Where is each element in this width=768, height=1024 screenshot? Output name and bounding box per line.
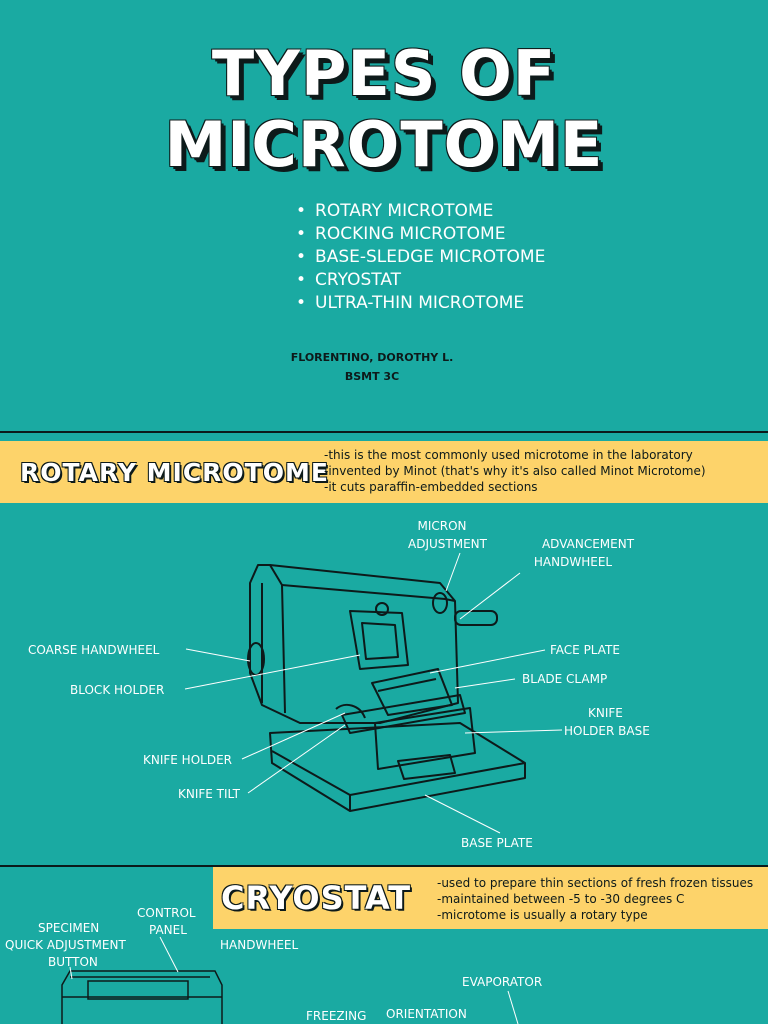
- list-item: • BASE-SLEDGE MICROTOME: [296, 246, 545, 269]
- label-knife-holder-base: HOLDER BASE: [564, 724, 650, 738]
- title-line-1: TYPES OF: [211, 37, 557, 110]
- label-panel: PANEL: [149, 923, 187, 937]
- types-list: [296, 200, 545, 315]
- label-orientation: ORIENTATION: [386, 1007, 467, 1021]
- title-section: [0, 0, 768, 433]
- label-knife: KNIFE: [588, 706, 623, 720]
- label-control: CONTROL: [137, 906, 196, 920]
- cryostat-section: [0, 867, 768, 1024]
- label-knife-tilt: KNIFE TILT: [178, 787, 240, 801]
- label-advancement: ADVANCEMENT: [541, 537, 635, 551]
- title-line-2: MICROTOME: [164, 108, 604, 181]
- note-item: -this is the most commonly used microtome in the laboratory: [324, 448, 693, 462]
- rotary-section: [0, 433, 768, 867]
- note-item: -maintained between -5 to -30 degrees C: [437, 892, 685, 906]
- label-coarse-handwheel: COARSE HANDWHEEL: [28, 643, 160, 657]
- label-blade-clamp: BLADE CLAMP: [522, 672, 608, 686]
- list-item: • ROTARY MICROTOME: [296, 200, 545, 223]
- label-advancement-2: HANDWHEEL: [533, 555, 613, 569]
- label-micron-2: ADJUSTMENT: [408, 537, 487, 551]
- note-item: -invented by Minot (that's why it's also called Minot Microtome): [324, 464, 706, 478]
- list-item: • CRYOSTAT: [296, 269, 545, 292]
- label-face-plate: FACE PLATE: [550, 643, 620, 657]
- note-item: -used to prepare thin sections of fresh frozen tissues: [437, 876, 754, 890]
- label-micron: MICRON: [417, 519, 467, 533]
- rotary-heading: ROTARY MICROTOME: [20, 458, 329, 487]
- label-specimen: SPECIMEN: [38, 921, 100, 935]
- label-freezing: FREEZING: [306, 1009, 367, 1023]
- note-item: -it cuts paraffin-embedded sections: [324, 480, 538, 494]
- label-button: BUTTON: [48, 955, 98, 969]
- cryostat-heading: CRYOSTAT: [221, 879, 412, 917]
- label-handwheel: HANDWHEEL: [220, 938, 299, 952]
- label-block-holder: BLOCK HOLDER: [70, 683, 165, 697]
- list-item: • ULTRA-THIN MICROTOME: [296, 292, 545, 315]
- author-class: BSMT 3C: [344, 370, 400, 383]
- author-name: FLORENTINO, DOROTHY L.: [290, 351, 454, 364]
- label-knife-holder: KNIFE HOLDER: [143, 753, 232, 767]
- note-item: -microtome is usually a rotary type: [437, 908, 648, 922]
- list-item: • ROCKING MICROTOME: [296, 223, 545, 246]
- label-evaporator: EVAPORATOR: [462, 975, 543, 989]
- label-quick-adjustment: QUICK ADJUSTMENT: [5, 938, 126, 952]
- label-base-plate: BASE PLATE: [461, 836, 533, 850]
